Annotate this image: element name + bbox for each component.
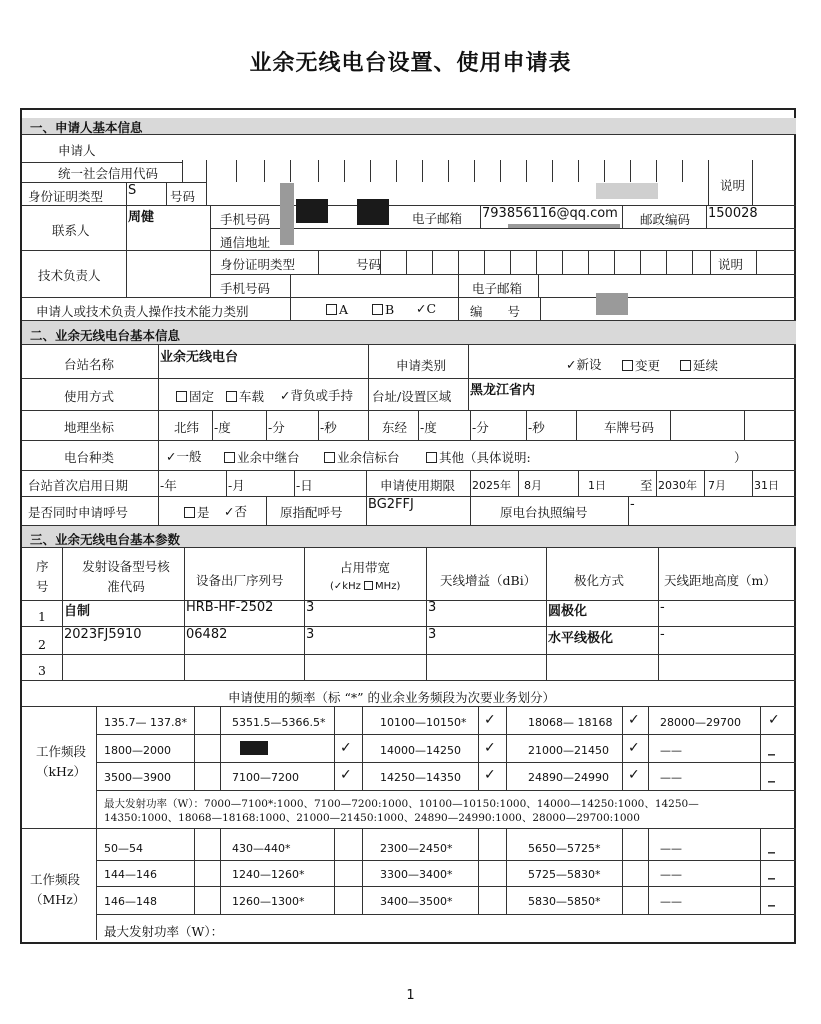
id-type-value[interactable]: S (128, 183, 137, 198)
id-number-label: 号码 (170, 189, 196, 204)
east-sec[interactable]: -秒 (528, 420, 545, 435)
mhz-r2-c9-band: —— (660, 868, 682, 881)
east-label: 东经 (382, 420, 408, 435)
col-gain-header: 天线增益（dBi） (440, 573, 537, 588)
mhz-r3-c9-band: —— (660, 895, 682, 908)
khz-r3-c1-band: 3500—3900 (104, 771, 171, 784)
khz-band-label: 工作频段（kHz） (35, 744, 87, 779)
mhz-r2-c3-band: 1240—1260* (232, 868, 305, 881)
mhz-r3-c5-band: 3400—3500* (380, 895, 453, 908)
first-date-label: 台站首次启用日期 (28, 478, 129, 493)
tech-note-label: 说明 (718, 257, 744, 272)
check-icon: ✓ (224, 504, 235, 519)
checkbox-icon (364, 581, 373, 590)
orig-license-value[interactable]: - (630, 497, 635, 512)
checkbox-icon (680, 360, 691, 371)
north-label: 北纬 (174, 420, 200, 435)
mhz-r1-c10-check[interactable]: _ (768, 838, 775, 854)
applicant-label: 申请人 (58, 143, 96, 158)
khz-r3-c10-check[interactable]: _ (768, 767, 775, 783)
khz-r3-c5-band: 14250—14350 (380, 771, 461, 784)
checkbox-icon (372, 304, 383, 315)
usage-label: 使用方式 (64, 389, 115, 404)
period-label: 申请使用期限 (380, 478, 456, 493)
usage-car[interactable]: 车载 (226, 387, 264, 405)
location-value[interactable]: 黑龙江省内 (470, 383, 536, 398)
north-sec[interactable]: -秒 (320, 420, 337, 435)
row1-serial[interactable]: HRB-HF-2502 (186, 600, 274, 615)
section1-heading: 一、申请人基本信息 (30, 120, 143, 135)
redaction-mark (596, 183, 658, 199)
row1-bw[interactable]: 3 (306, 600, 315, 615)
contact-name-value[interactable]: 周健 (128, 210, 155, 225)
power-mhz: 最大发射功率（W）： (104, 924, 224, 939)
row2-pol[interactable]: 水平线极化 (548, 631, 614, 646)
row3-no: 3 (38, 663, 46, 678)
row2-serial[interactable]: 06482 (186, 627, 228, 642)
khz-r2-c6-check[interactable]: ✓ (484, 740, 496, 756)
mhz-r1-c1-band: 50—54 (104, 842, 143, 855)
checkbox-icon (326, 304, 337, 315)
checkbox-icon (224, 452, 235, 463)
mhz-r2-c5-band: 3300—3400* (380, 868, 453, 881)
check-icon: ✓ (280, 388, 291, 403)
tech-email-label: 电子邮箱 (472, 281, 523, 296)
orig-call-value[interactable]: BG2FFJ (368, 497, 414, 512)
email-label: 电子邮箱 (412, 211, 463, 226)
check-icon: ✓ (333, 581, 343, 592)
khz-r2-c4-check[interactable]: ✓ (340, 740, 352, 756)
check-icon: ✓ (166, 449, 177, 464)
khz-r2-c7-band: 21000—21450 (528, 744, 609, 757)
col-device-header: 发射设备型号核准代码 (82, 559, 170, 594)
redaction-mark (596, 293, 628, 315)
mhz-r2-c10-check[interactable]: _ (768, 864, 775, 880)
row1-pol[interactable]: 圆极化 (548, 604, 588, 619)
first-year[interactable]: -年 (160, 478, 177, 493)
station-name-value[interactable]: 业余无线电台 (160, 350, 239, 365)
khz-r3-c9-band: —— (660, 771, 682, 784)
orig-call-label: 原指配呼号 (280, 505, 343, 520)
same-call-yes[interactable]: 是 (184, 503, 210, 521)
checkbox-icon (426, 452, 437, 463)
row2-gain[interactable]: 3 (428, 627, 437, 642)
from-year[interactable]: 2025年 (472, 479, 511, 492)
north-min[interactable]: -分 (268, 420, 285, 435)
kind-close: ） (734, 450, 747, 465)
number-label: 编 号 (470, 304, 521, 319)
khz-r1-c8-check[interactable]: ✓ (628, 712, 640, 728)
mhz-r2-c7-band: 5725—5830* (528, 868, 601, 881)
row2-bw[interactable]: 3 (306, 627, 315, 642)
kind-beacon[interactable]: 业余信标台 (324, 448, 400, 466)
section2-heading: 二、业余无线电台基本信息 (30, 328, 181, 343)
to-label: 至 (640, 478, 653, 493)
row1-height[interactable]: - (660, 600, 665, 615)
row1-gain[interactable]: 3 (428, 600, 437, 615)
section3-heading: 三、业余无线电台基本参数 (30, 532, 181, 547)
power-khz: 最大发射功率（W）：7000—7100*:1000、7100—7200:1000、10100—10150:1000、14000—14250:1000、14250—14350:1000、18068—18168:1000、21000—21450:1000、24890—24990:1000、28000—29700:1000 (104, 798, 699, 824)
postcode-value[interactable]: 150028 (708, 206, 758, 221)
row2-height[interactable]: - (660, 627, 665, 642)
kind-general[interactable]: ✓一般 (166, 449, 202, 464)
from-month[interactable]: 8月 (524, 479, 542, 492)
khz-r1-c7-band: 18068— 18168 (528, 716, 613, 729)
kind-other[interactable]: 其他（具体说明: (426, 448, 531, 466)
khz-r3-c4-check[interactable]: ✓ (340, 767, 352, 783)
east-min[interactable]: -分 (472, 420, 489, 435)
ability-b[interactable]: B (372, 302, 394, 317)
khz-r2-c9-band: —— (660, 744, 682, 757)
kind-repeater[interactable]: 业余中继台 (224, 448, 300, 466)
col-no-header: 序号 (36, 559, 49, 594)
mhz-r2-c1-band: 144—146 (104, 868, 157, 881)
ability-label: 申请人或技术负责人操作技术能力类别 (36, 304, 249, 319)
north-deg[interactable]: -度 (214, 420, 231, 435)
col-bw-units: (✓kHz MHz) (330, 581, 401, 592)
tech-id-type-label: 身份证明类型 (220, 257, 296, 272)
col-pol-header: 极化方式 (574, 573, 625, 588)
usage-portable[interactable]: ✓背负或手持 (280, 388, 353, 403)
checkbox-icon (324, 452, 335, 463)
ability-c[interactable]: ✓C (416, 301, 437, 316)
apply-renew[interactable]: 延续 (680, 356, 718, 374)
credit-code-label: 统一社会信用代码 (58, 166, 159, 181)
khz-r1-c1-band: 135.7— 137.8* (104, 716, 187, 729)
postcode-label: 邮政编码 (640, 212, 691, 227)
mhz-r1-c3-band: 430—440* (232, 842, 291, 855)
first-month[interactable]: -月 (228, 478, 245, 493)
kind-label: 电台种类 (64, 450, 115, 465)
apply-new[interactable]: ✓新设 (566, 357, 602, 372)
khz-r2-c1-band: 1800—2000 (104, 744, 171, 757)
khz-r1-c5-band: 10100—10150* (380, 716, 467, 729)
khz-r3-c7-band: 24890—24990 (528, 771, 609, 784)
tech-id-number-label: 号码 (356, 257, 382, 272)
check-icon: ✓ (566, 357, 577, 372)
to-month[interactable]: 7月 (708, 479, 726, 492)
orig-license-label: 原电台执照编号 (500, 505, 588, 520)
id-type-label: 身份证明类型 (28, 189, 104, 204)
same-call-no[interactable]: ✓否 (224, 504, 247, 519)
khz-r3-c8-check[interactable]: ✓ (628, 767, 640, 783)
khz-r2-c10-check[interactable]: _ (768, 740, 775, 756)
col-bw-header: 占用带宽 (340, 560, 391, 575)
khz-r3-c3-band: 7100—7200 (232, 771, 299, 784)
same-call-label: 是否同时申请呼号 (28, 505, 129, 520)
row1-no: 1 (38, 609, 46, 624)
from-day[interactable]: 1日 (588, 479, 606, 492)
address-label: 通信地址 (220, 235, 271, 250)
row2-device[interactable]: 2023FJ5910 (64, 627, 142, 642)
apply-type-label: 申请类别 (396, 358, 447, 373)
plate-label: 车牌号码 (604, 420, 655, 435)
khz-r1-c9-band: 28000—29700 (660, 716, 741, 729)
usage-fixed[interactable]: 固定 (176, 387, 214, 405)
redaction-mark (296, 199, 328, 223)
khz-r1-c6-check[interactable]: ✓ (484, 712, 496, 728)
page-number: 1 (406, 988, 415, 1003)
to-day[interactable]: 31日 (754, 479, 779, 492)
row2-no: 2 (38, 637, 46, 652)
location-label: 台址/设置区域 (372, 389, 452, 404)
note-label: 说明 (720, 178, 746, 193)
tech-lead-label: 技术负责人 (38, 268, 101, 283)
mhz-r1-c9-band: —— (660, 842, 682, 855)
freq-heading: 申请使用的频率（标 “*” 的业余业务频段为次要业务划分） (228, 690, 555, 705)
redaction-mark (280, 183, 294, 245)
mhz-r1-c7-band: 5650—5725* (528, 842, 601, 855)
mobile-label: 手机号码 (220, 212, 271, 227)
redaction-mark (240, 741, 268, 755)
ability-a[interactable]: A (326, 302, 348, 317)
checkbox-icon (176, 391, 187, 402)
redaction-mark (508, 224, 620, 228)
row1-device[interactable]: 自制 (64, 604, 91, 619)
khz-r2-c8-check[interactable]: ✓ (628, 740, 640, 756)
mhz-band-label: 工作频段（MHz） (30, 872, 86, 907)
email-value[interactable]: 793856116@qq.com (482, 206, 618, 221)
col-serial-header: 设备出厂序列号 (196, 573, 284, 588)
mhz-r3-c7-band: 5830—5850* (528, 895, 601, 908)
checkbox-icon (184, 507, 195, 518)
station-name-label: 台站名称 (64, 357, 115, 372)
khz-r3-c6-check[interactable]: ✓ (484, 767, 496, 783)
contact-label: 联系人 (52, 223, 90, 238)
col-height-header: 天线距地高度（m） (664, 573, 776, 588)
checkbox-icon (622, 360, 633, 371)
east-deg[interactable]: -度 (420, 420, 437, 435)
mhz-r3-c1-band: 146—148 (104, 895, 157, 908)
page-title: 业余无线电台设置、使用申请表 (249, 51, 572, 76)
mhz-r1-c5-band: 2300—2450* (380, 842, 453, 855)
apply-change[interactable]: 变更 (622, 356, 660, 374)
checkbox-icon (226, 391, 237, 402)
mhz-r3-c10-check[interactable]: _ (768, 891, 775, 907)
check-icon: ✓ (416, 301, 427, 316)
coords-label: 地理坐标 (64, 420, 115, 435)
khz-r1-c3-band: 5351.5—5366.5* (232, 716, 326, 729)
khz-r2-c5-band: 14000—14250 (380, 744, 461, 757)
first-day[interactable]: -日 (296, 478, 313, 493)
redaction-mark (357, 199, 389, 225)
mhz-r3-c3-band: 1260—1300* (232, 895, 305, 908)
khz-r1-c10-check[interactable]: ✓ (768, 712, 780, 728)
tech-mobile-label: 手机号码 (220, 281, 271, 296)
to-year[interactable]: 2030年 (658, 479, 697, 492)
